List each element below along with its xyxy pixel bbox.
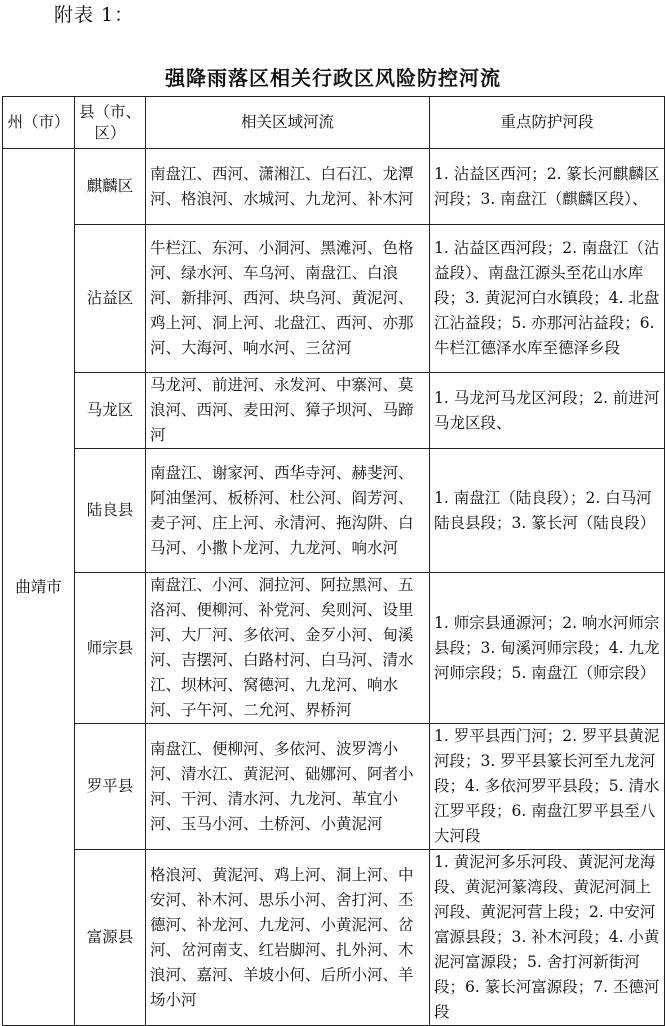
table-row — [3, 573, 665, 724]
table-row — [3, 850, 665, 1026]
rivers-cell: 南盘江、便柳河、多依河、波罗湾小河、清水江、黄泥河、础娜河、阿者小河、干河、清水河、九龙河、革宜小河、玉马小河、土桥河、小黄泥河 — [146, 724, 430, 850]
appendix-label: 附表 1： — [54, 4, 135, 26]
risk-river-table — [2, 96, 665, 1026]
header-row — [3, 97, 665, 149]
table-row — [3, 724, 665, 850]
county-cell: 罗平县 — [75, 724, 146, 850]
rivers-cell: 马龙河、前进河、永发河、中寨河、莫浪河、西河、麦田河、獐子坝河、马蹄河 — [146, 373, 430, 449]
rivers-cell: 南盘江、谢家河、西华寺河、赫斐河、阿油堡河、板桥河、杜公河、阎芳河、麦子河、庄上河、永清河、拖沟阱、白马河、小撒卜龙河、九龙河、响水河 — [146, 449, 430, 573]
key-sections-cell: 1. 罗平县西门河；2. 罗平县黄泥河段；3. 罗平县篆长河至九龙河段；4. 多依河罗平县段；5. 清水江罗平段；6. 南盘江罗平县至八大河段 — [430, 724, 665, 850]
county-cell: 师宗县 — [75, 573, 146, 724]
county-cell: 马龙区 — [75, 373, 146, 449]
county-cell: 麒麟区 — [75, 149, 146, 225]
county-cell: 沾益区 — [75, 225, 146, 373]
header-rivers: 相关区域河流 — [146, 97, 430, 149]
rivers-cell: 牛栏江、东河、小洞河、黑滩河、色格河、绿水河、车乌河、南盘江、白浪河、新排河、西河、块乌河、黄泥河、鸡上河、洞上河、北盘江、西河、亦那河、大海河、响水河、三岔河 — [146, 225, 430, 373]
header-prefecture: 州（市） — [3, 97, 75, 149]
header-county: 县（市、区） — [75, 97, 146, 149]
key-sections-cell: 1. 南盘江（陆良段）；2. 白马河陆良县段；3. 篆长河（陆良段） — [430, 449, 665, 573]
county-cell: 富源县 — [75, 850, 146, 1026]
rivers-cell: 南盘江、西河、潇湘江、白石江、龙潭河、格浪河、水城河、九龙河、补木河 — [146, 149, 430, 225]
table-row — [3, 225, 665, 373]
rivers-cell: 格浪河、黄泥河、鸡上河、洞上河、中安河、补木河、思乐小河、舍打河、丕德河、补龙河、九龙河、小黄泥河、岔河、岔河南支、红岩脚河、扎外河、木浪河、嘉河、羊坡小何、后所小河、羊场小河 — [146, 850, 430, 1026]
prefecture-cell: 曲靖市 — [3, 149, 75, 1026]
header-key-sections: 重点防护河段 — [430, 97, 665, 149]
key-sections-cell: 1. 沾益区西河段；2. 南盘江（沾益段）、南盘江源头至花山水库段；3. 黄泥河白水镇段；4. 北盘江沾益段；5. 亦那河沾益段；6. 牛栏江德泽水库至德泽乡段 — [430, 225, 665, 373]
table-title: 强降雨落区相关行政区风险防控河流 — [165, 66, 501, 90]
key-sections-cell: 1. 黄泥河多乐河段、黄泥河龙海段、黄泥河篆湾段、黄泥河洞上河段、黄泥河营上段；2. 中安河富源县段；3. 补木河段；4. 小黄泥河富源段；5. 舍打河新街河段；6. 篆长河富源段；7. 丕德河段 — [430, 850, 665, 1026]
key-sections-cell: 1. 师宗县通源河；2. 响水河师宗县段；3. 甸溪河师宗段；4. 九龙河师宗段；5. 南盘江（师宗段） — [430, 573, 665, 724]
table-row — [3, 449, 665, 573]
key-sections-cell: 1. 马龙河马龙区河段；2. 前进河马龙区段、 — [430, 373, 665, 449]
key-sections-cell: 1. 沾益区西河；2. 篆长河麒麟区河段；3. 南盘江（麒麟区段）、 — [430, 149, 665, 225]
table-row — [3, 373, 665, 449]
table-row — [3, 149, 665, 225]
rivers-cell: 南盘江、小河、洞拉河、阿拉黑河、五洛河、便柳河、补党河、矣则河、设里河、大厂河、多依河、金歹小河、甸溪河、吉摆河、白路村河、白马河、清水江、坝林河、窝德河、九龙河、响水河、子午河、二允河、界桥河 — [146, 573, 430, 724]
county-cell: 陆良县 — [75, 449, 146, 573]
